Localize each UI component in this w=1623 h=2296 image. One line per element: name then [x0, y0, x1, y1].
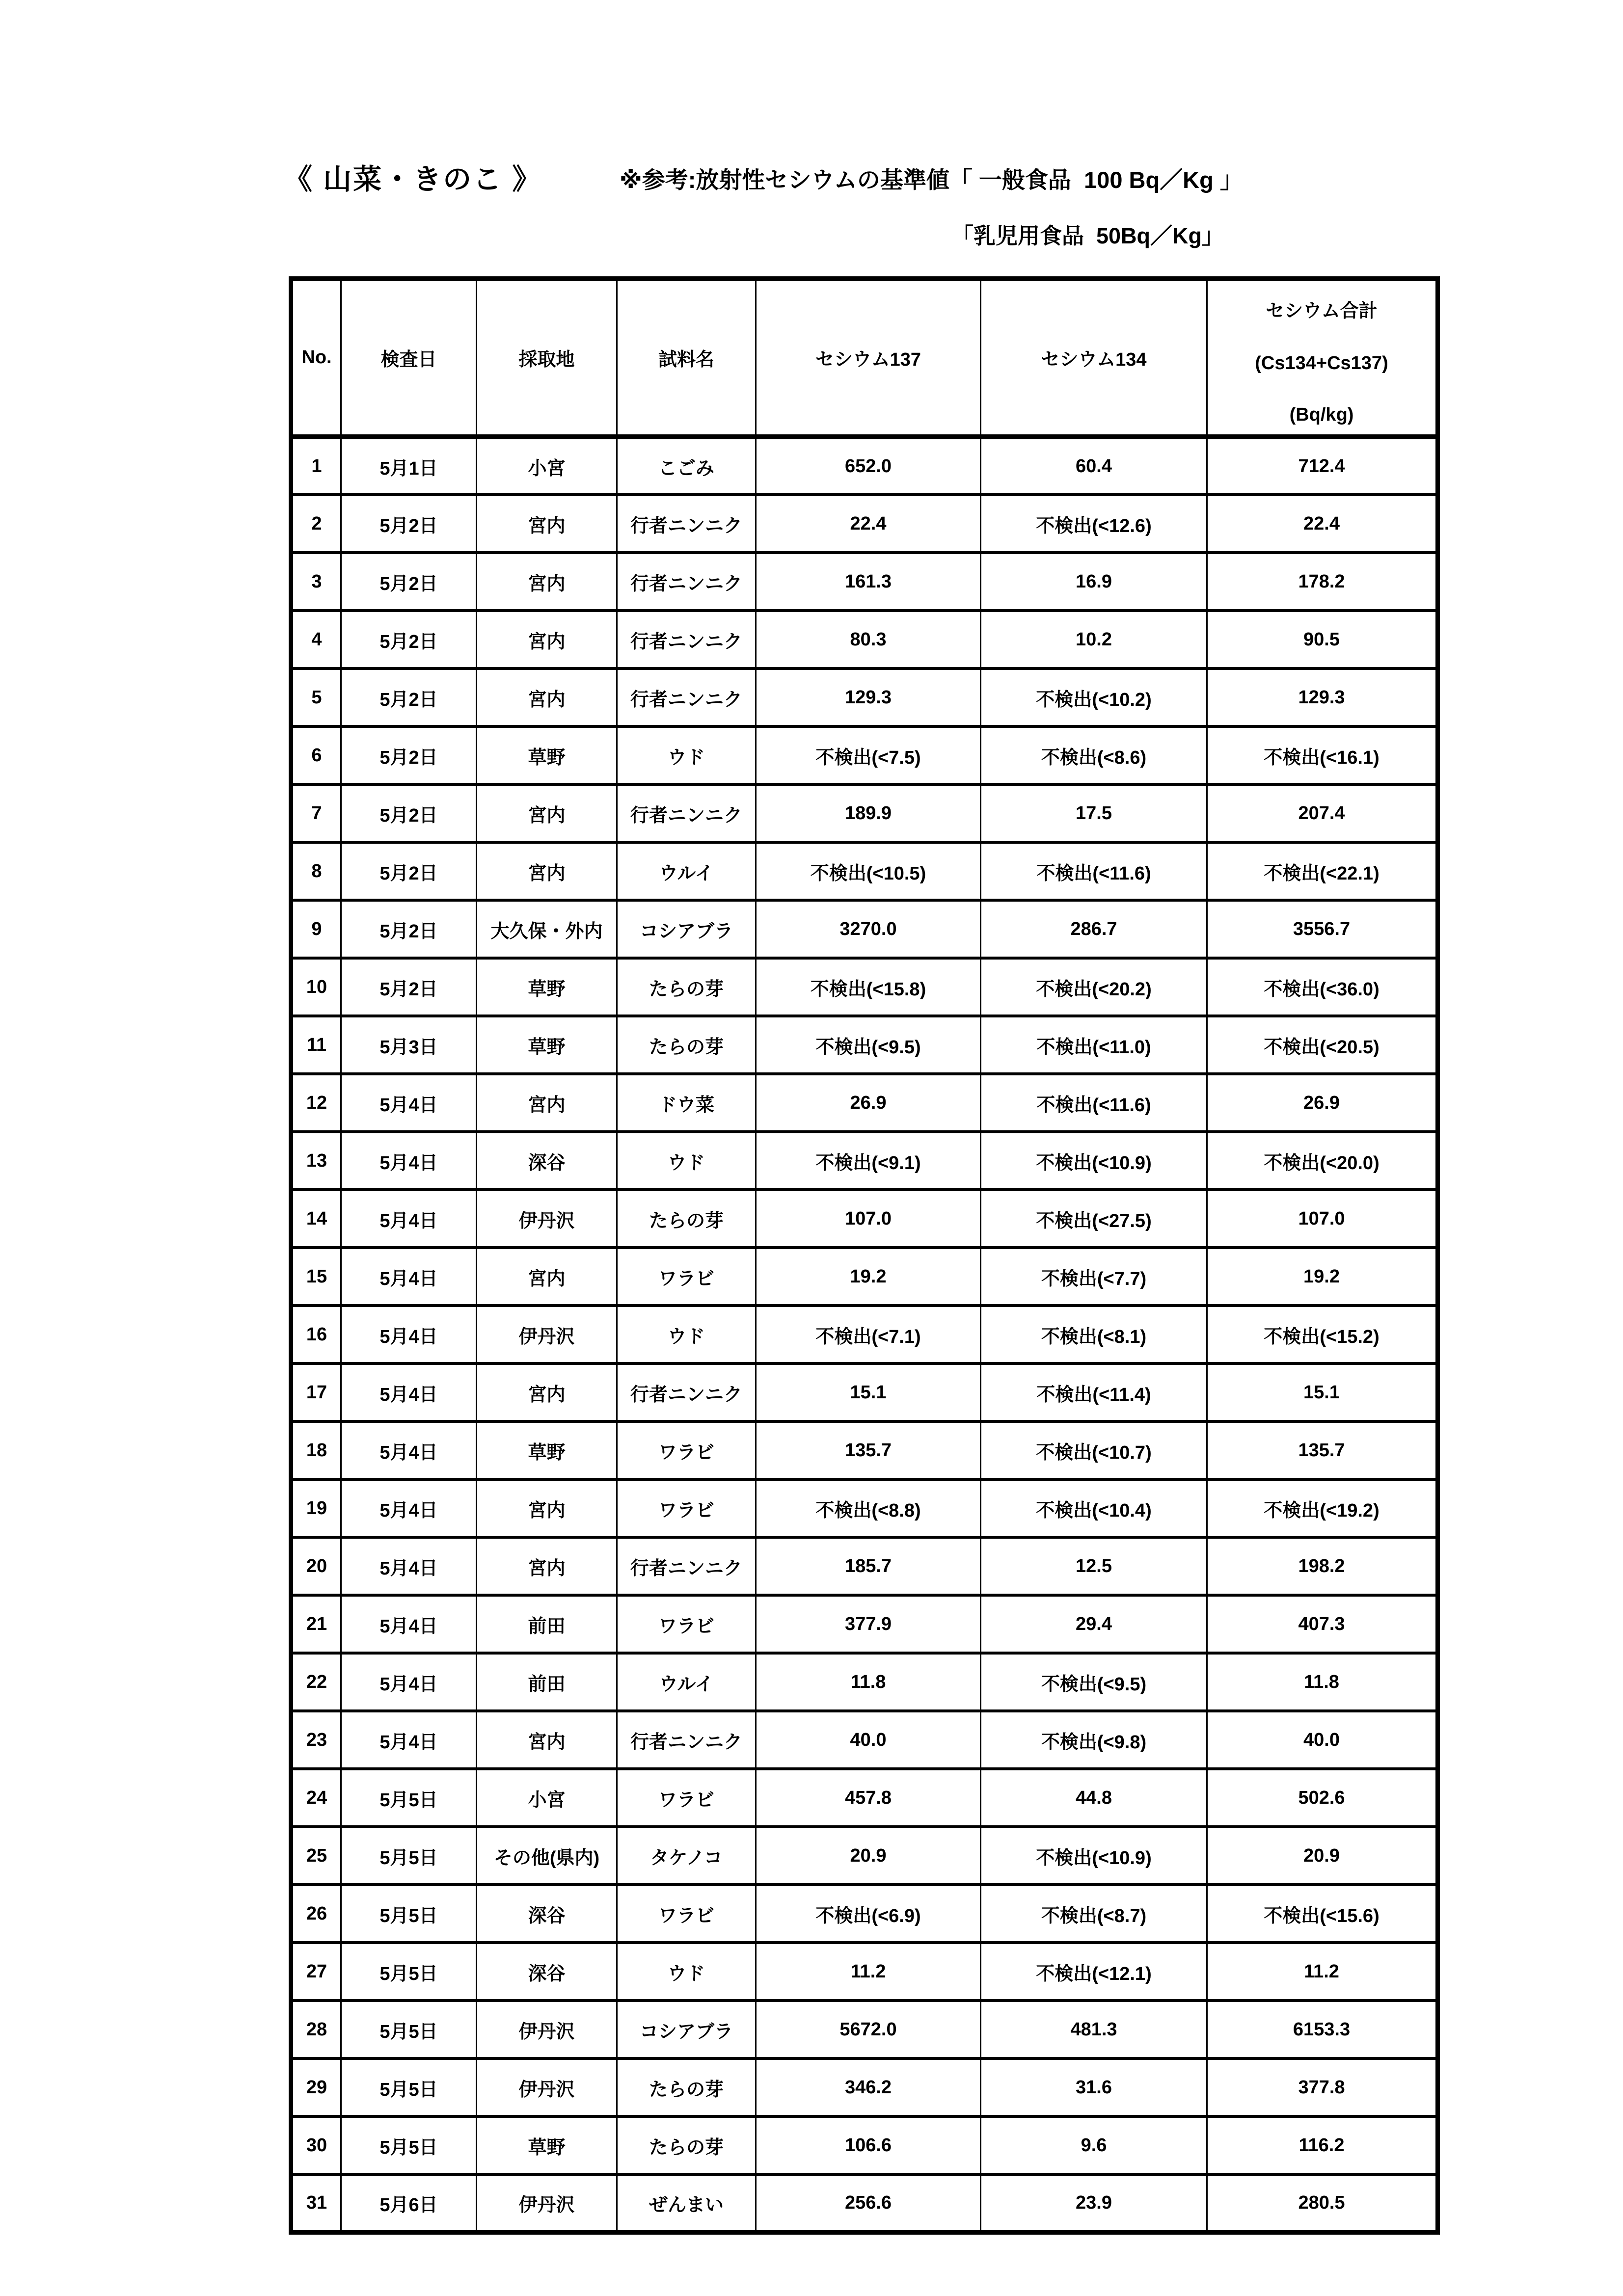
cell-date: 5月2日	[341, 726, 477, 784]
cell-no: 11	[291, 1016, 341, 1074]
cell-cs134: 不検出(<11.0)	[981, 1016, 1207, 1074]
cell-location: 草野	[477, 2116, 617, 2174]
cell-cs137: 457.8	[756, 1769, 981, 1827]
cell-cs134: 29.4	[981, 1595, 1207, 1653]
cell-date: 5月1日	[341, 437, 477, 495]
cell-cs134: 不検出(<8.7)	[981, 1885, 1207, 1943]
cell-cs137: 26.9	[756, 1074, 981, 1132]
cell-cs137: 不検出(<7.5)	[756, 726, 981, 784]
table-row	[291, 1074, 1438, 1132]
cell-no: 8	[291, 842, 341, 900]
cell-location: 宮内	[477, 1363, 617, 1421]
cell-date: 5月2日	[341, 900, 477, 958]
cell-cs134: 16.9	[981, 553, 1207, 611]
cell-location: 伊丹沢	[477, 1190, 617, 1248]
table-row	[291, 668, 1438, 726]
table-row	[291, 1653, 1438, 1711]
cell-cs137: 377.9	[756, 1595, 981, 1653]
cell-cs134: 不検出(<11.6)	[981, 1074, 1207, 1132]
cell-cs-total: 107.0	[1207, 1190, 1438, 1248]
cell-no: 5	[291, 668, 341, 726]
cell-sample: ワラビ	[617, 1421, 756, 1479]
column-header-cs134: セシウム134	[981, 279, 1207, 437]
cell-cs134: 17.5	[981, 784, 1207, 842]
cell-date: 5月4日	[341, 1132, 477, 1190]
cell-sample: ウルイ	[617, 1653, 756, 1711]
cell-date: 5月4日	[341, 1537, 477, 1595]
cell-date: 5月4日	[341, 1595, 477, 1653]
cell-cs-total: 19.2	[1207, 1248, 1438, 1306]
table-row	[291, 2058, 1438, 2116]
cell-location: 前田	[477, 1653, 617, 1711]
cell-cs134: 31.6	[981, 2058, 1207, 2116]
cell-date: 5月2日	[341, 495, 477, 553]
cesium-results-table	[289, 276, 1440, 2235]
cell-cs134: 不検出(<12.1)	[981, 1943, 1207, 2001]
cell-sample: ウルイ	[617, 842, 756, 900]
cell-cs134: 不検出(<8.6)	[981, 726, 1207, 784]
table-row	[291, 1016, 1438, 1074]
cell-cs134: 9.6	[981, 2116, 1207, 2174]
cell-cs-total: 不検出(<15.6)	[1207, 1885, 1438, 1943]
cell-cs134: 不検出(<11.4)	[981, 1363, 1207, 1421]
cell-cs134: 不検出(<27.5)	[981, 1190, 1207, 1248]
table-row	[291, 1711, 1438, 1769]
cell-cs-total: 不検出(<36.0)	[1207, 958, 1438, 1016]
cell-date: 5月2日	[341, 958, 477, 1016]
cell-date: 5月5日	[341, 1943, 477, 2001]
cell-date: 5月4日	[341, 1421, 477, 1479]
table-row	[291, 437, 1438, 495]
cell-no: 29	[291, 2058, 341, 2116]
cell-sample: こごみ	[617, 437, 756, 495]
cell-sample: ウド	[617, 1943, 756, 2001]
cell-location: 伊丹沢	[477, 2174, 617, 2232]
cell-cs-total: 不検出(<20.5)	[1207, 1016, 1438, 1074]
cell-location: 宮内	[477, 611, 617, 668]
cell-cs134: 不検出(<10.2)	[981, 668, 1207, 726]
cell-no: 16	[291, 1306, 341, 1363]
cell-sample: タケノコ	[617, 1827, 756, 1885]
cell-cs137: 80.3	[756, 611, 981, 668]
cell-location: 宮内	[477, 668, 617, 726]
cell-cs-total: 198.2	[1207, 1537, 1438, 1595]
cell-cs134: 不検出(<9.8)	[981, 1711, 1207, 1769]
cell-date: 5月4日	[341, 1074, 477, 1132]
cell-location: 大久保・外内	[477, 900, 617, 958]
cell-no: 20	[291, 1537, 341, 1595]
cell-no: 23	[291, 1711, 341, 1769]
cell-cs134: 不検出(<10.9)	[981, 1132, 1207, 1190]
cell-no: 27	[291, 1943, 341, 2001]
cell-sample: たらの芽	[617, 2058, 756, 2116]
table-row	[291, 1827, 1438, 1885]
cell-location: 宮内	[477, 553, 617, 611]
cell-date: 5月5日	[341, 2058, 477, 2116]
cell-location: 宮内	[477, 1537, 617, 1595]
cell-cs-total: 40.0	[1207, 1711, 1438, 1769]
cell-no: 10	[291, 958, 341, 1016]
cell-sample: ウド	[617, 726, 756, 784]
cell-date: 5月4日	[341, 1306, 477, 1363]
cell-cs137: 不検出(<10.5)	[756, 842, 981, 900]
cell-cs137: 185.7	[756, 1537, 981, 1595]
header-row	[291, 279, 1438, 437]
cell-location: 草野	[477, 958, 617, 1016]
cell-cs137: 161.3	[756, 553, 981, 611]
cell-cs137: 189.9	[756, 784, 981, 842]
cell-date: 5月2日	[341, 611, 477, 668]
cell-sample: 行者ニンニク	[617, 611, 756, 668]
cell-sample: ぜんまい	[617, 2174, 756, 2232]
cell-sample: 行者ニンニク	[617, 1537, 756, 1595]
cell-cs-total: 3556.7	[1207, 900, 1438, 958]
cell-no: 3	[291, 553, 341, 611]
cell-sample: 行者ニンニク	[617, 784, 756, 842]
cell-sample: ワラビ	[617, 1479, 756, 1537]
cell-cs134: 286.7	[981, 900, 1207, 958]
cell-no: 4	[291, 611, 341, 668]
cs-total-formula: (Cs134+Cs137)	[1255, 353, 1388, 374]
cell-cs-total: 11.8	[1207, 1653, 1438, 1711]
cell-cs137: 129.3	[756, 668, 981, 726]
cell-sample: ワラビ	[617, 1595, 756, 1653]
column-header-sample: 試料名	[617, 279, 756, 437]
table-row	[291, 900, 1438, 958]
cell-no: 15	[291, 1248, 341, 1306]
cell-cs134: 不検出(<10.4)	[981, 1479, 1207, 1537]
cell-no: 25	[291, 1827, 341, 1885]
cell-cs-total: 135.7	[1207, 1421, 1438, 1479]
cell-cs-total: 90.5	[1207, 611, 1438, 668]
cell-location: 小宮	[477, 1769, 617, 1827]
cell-sample: コシアブラ	[617, 2001, 756, 2058]
cell-cs137: 107.0	[756, 1190, 981, 1248]
cell-cs-total: 207.4	[1207, 784, 1438, 842]
cell-cs137: 不検出(<6.9)	[756, 1885, 981, 1943]
table-row	[291, 1595, 1438, 1653]
cell-date: 5月2日	[341, 668, 477, 726]
cell-location: 前田	[477, 1595, 617, 1653]
cell-date: 5月2日	[341, 784, 477, 842]
table-row	[291, 1132, 1438, 1190]
cell-location: 伊丹沢	[477, 2058, 617, 2116]
cell-location: 宮内	[477, 495, 617, 553]
cell-no: 7	[291, 784, 341, 842]
cell-cs137: 5672.0	[756, 2001, 981, 2058]
cell-cs137: 11.2	[756, 1943, 981, 2001]
cell-no: 17	[291, 1363, 341, 1421]
cell-location: 草野	[477, 1016, 617, 1074]
cell-cs134: 不検出(<7.7)	[981, 1248, 1207, 1306]
cell-cs137: 不検出(<9.1)	[756, 1132, 981, 1190]
table-row	[291, 784, 1438, 842]
cell-no: 1	[291, 437, 341, 495]
cell-cs134: 12.5	[981, 1537, 1207, 1595]
cell-sample: 行者ニンニク	[617, 1363, 756, 1421]
cell-cs134: 481.3	[981, 2001, 1207, 2058]
column-header-cs-total	[1207, 279, 1438, 437]
cell-date: 5月5日	[341, 2116, 477, 2174]
cell-date: 5月4日	[341, 1479, 477, 1537]
table-row	[291, 2174, 1438, 2232]
reference-note-line2: 「乳児用食品 50Bq／Kg」	[951, 223, 1224, 248]
table-row	[291, 553, 1438, 611]
cell-no: 14	[291, 1190, 341, 1248]
cell-no: 21	[291, 1595, 341, 1653]
table-row	[291, 1363, 1438, 1421]
column-header-location: 採取地	[477, 279, 617, 437]
cell-sample: ワラビ	[617, 1885, 756, 1943]
cell-cs137: 135.7	[756, 1421, 981, 1479]
cell-location: 伊丹沢	[477, 2001, 617, 2058]
cell-cs137: 不検出(<7.1)	[756, 1306, 981, 1363]
cell-no: 12	[291, 1074, 341, 1132]
cs-total-unit: (Bq/kg)	[1289, 404, 1354, 425]
cell-location: 宮内	[477, 1074, 617, 1132]
cell-date: 5月5日	[341, 1769, 477, 1827]
cell-cs-total: 22.4	[1207, 495, 1438, 553]
cell-no: 24	[291, 1769, 341, 1827]
cell-location: 宮内	[477, 1248, 617, 1306]
cell-no: 28	[291, 2001, 341, 2058]
cell-no: 19	[291, 1479, 341, 1537]
cell-cs134: 不検出(<9.5)	[981, 1653, 1207, 1711]
cs-total-label: セシウム合計	[1266, 301, 1378, 321]
cell-cs137: 256.6	[756, 2174, 981, 2232]
cell-date: 5月4日	[341, 1711, 477, 1769]
cell-location: 深谷	[477, 1943, 617, 2001]
cell-cs137: 15.1	[756, 1363, 981, 1421]
table-row	[291, 1421, 1438, 1479]
column-header-date: 検査日	[341, 279, 477, 437]
cell-location: 宮内	[477, 784, 617, 842]
cell-cs137: 346.2	[756, 2058, 981, 2116]
column-header-cs137: セシウム137	[756, 279, 981, 437]
cell-sample: ワラビ	[617, 1248, 756, 1306]
cell-cs134: 不検出(<12.6)	[981, 495, 1207, 553]
cell-cs137: 19.2	[756, 1248, 981, 1306]
cell-no: 30	[291, 2116, 341, 2174]
table-row	[291, 726, 1438, 784]
page-title: 《 山菜・きのこ 》	[284, 163, 542, 195]
cell-sample: ウド	[617, 1306, 756, 1363]
cell-sample: 行者ニンニク	[617, 668, 756, 726]
cell-cs137: 不検出(<15.8)	[756, 958, 981, 1016]
cell-cs-total: 129.3	[1207, 668, 1438, 726]
cell-date: 5月4日	[341, 1190, 477, 1248]
cell-cs137: 40.0	[756, 1711, 981, 1769]
table-row	[291, 611, 1438, 668]
cell-cs134: 不検出(<10.9)	[981, 1827, 1207, 1885]
cell-cs-total: 280.5	[1207, 2174, 1438, 2232]
cell-cs137: 20.9	[756, 1827, 981, 1885]
cell-cs134: 不検出(<10.7)	[981, 1421, 1207, 1479]
table-row	[291, 1479, 1438, 1537]
cell-cs134: 不検出(<20.2)	[981, 958, 1207, 1016]
cell-cs-total: 15.1	[1207, 1363, 1438, 1421]
cell-sample: 行者ニンニク	[617, 1711, 756, 1769]
cell-location: 深谷	[477, 1885, 617, 1943]
cell-cs-total: 116.2	[1207, 2116, 1438, 2174]
cell-cs-total: 20.9	[1207, 1827, 1438, 1885]
cell-cs-total: 377.8	[1207, 2058, 1438, 2116]
cell-sample: コシアブラ	[617, 900, 756, 958]
cell-cs137: 3270.0	[756, 900, 981, 958]
cell-date: 5月2日	[341, 553, 477, 611]
cell-no: 13	[291, 1132, 341, 1190]
cell-cs134: 23.9	[981, 2174, 1207, 2232]
cell-location: 宮内	[477, 842, 617, 900]
cell-location: 宮内	[477, 1711, 617, 1769]
cell-cs-total: 407.3	[1207, 1595, 1438, 1653]
cell-sample: ドウ菜	[617, 1074, 756, 1132]
cell-no: 26	[291, 1885, 341, 1943]
cell-cs137: 不検出(<8.8)	[756, 1479, 981, 1537]
cell-sample: たらの芽	[617, 958, 756, 1016]
cell-location: 小宮	[477, 437, 617, 495]
table-row	[291, 958, 1438, 1016]
column-header-no: No.	[291, 279, 341, 437]
cell-location: 深谷	[477, 1132, 617, 1190]
cell-sample: 行者ニンニク	[617, 553, 756, 611]
table-row	[291, 1885, 1438, 1943]
table-row	[291, 495, 1438, 553]
cell-cs137: 22.4	[756, 495, 981, 553]
cell-no: 6	[291, 726, 341, 784]
cell-date: 5月5日	[341, 2001, 477, 2058]
cell-no: 22	[291, 1653, 341, 1711]
cell-cs134: 10.2	[981, 611, 1207, 668]
table-row	[291, 1769, 1438, 1827]
table-body	[291, 437, 1438, 2232]
cell-cs137: 106.6	[756, 2116, 981, 2174]
cell-cs-total: 不検出(<22.1)	[1207, 842, 1438, 900]
table-row	[291, 2001, 1438, 2058]
cell-cs137: 652.0	[756, 437, 981, 495]
cell-cs-total: 不検出(<16.1)	[1207, 726, 1438, 784]
reference-note-line1: ※参考:放射性セシウムの基準値「 一般食品 100 Bq／Kg 」	[620, 167, 1243, 193]
cell-sample: 行者ニンニク	[617, 495, 756, 553]
cell-date: 5月4日	[341, 1363, 477, 1421]
cell-date: 5月6日	[341, 2174, 477, 2232]
cell-date: 5月3日	[341, 1016, 477, 1074]
cell-cs-total: 不検出(<19.2)	[1207, 1479, 1438, 1537]
cell-no: 9	[291, 900, 341, 958]
cell-cs-total: 178.2	[1207, 553, 1438, 611]
cell-date: 5月4日	[341, 1248, 477, 1306]
cell-cs-total: 6153.3	[1207, 2001, 1438, 2058]
table-row	[291, 842, 1438, 900]
cell-sample: たらの芽	[617, 1016, 756, 1074]
cell-date: 5月5日	[341, 1885, 477, 1943]
table-row	[291, 1190, 1438, 1248]
cell-date: 5月5日	[341, 1827, 477, 1885]
cell-cs137: 11.8	[756, 1653, 981, 1711]
table-row	[291, 2116, 1438, 2174]
table-row	[291, 1943, 1438, 2001]
cell-date: 5月2日	[341, 842, 477, 900]
table-row	[291, 1306, 1438, 1363]
cell-location: 宮内	[477, 1479, 617, 1537]
cell-location: 草野	[477, 726, 617, 784]
cell-no: 18	[291, 1421, 341, 1479]
cell-sample: たらの芽	[617, 1190, 756, 1248]
cell-cs-total: 712.4	[1207, 437, 1438, 495]
cell-sample: たらの芽	[617, 2116, 756, 2174]
cell-sample: ウド	[617, 1132, 756, 1190]
cell-cs-total: 不検出(<15.2)	[1207, 1306, 1438, 1363]
table-row	[291, 1248, 1438, 1306]
cell-cs-total: 11.2	[1207, 1943, 1438, 2001]
cell-location: 草野	[477, 1421, 617, 1479]
cell-location: 伊丹沢	[477, 1306, 617, 1363]
cell-cs-total: 502.6	[1207, 1769, 1438, 1827]
cell-no: 31	[291, 2174, 341, 2232]
cell-cs134: 不検出(<11.6)	[981, 842, 1207, 900]
cell-cs-total: 26.9	[1207, 1074, 1438, 1132]
cell-sample: ワラビ	[617, 1769, 756, 1827]
cell-cs-total: 不検出(<20.0)	[1207, 1132, 1438, 1190]
cell-cs134: 60.4	[981, 437, 1207, 495]
cell-location: その他(県内)	[477, 1827, 617, 1885]
cell-cs137: 不検出(<9.5)	[756, 1016, 981, 1074]
cell-date: 5月4日	[341, 1653, 477, 1711]
cell-cs134: 44.8	[981, 1769, 1207, 1827]
table-row	[291, 1537, 1438, 1595]
cell-cs134: 不検出(<8.1)	[981, 1306, 1207, 1363]
cell-no: 2	[291, 495, 341, 553]
